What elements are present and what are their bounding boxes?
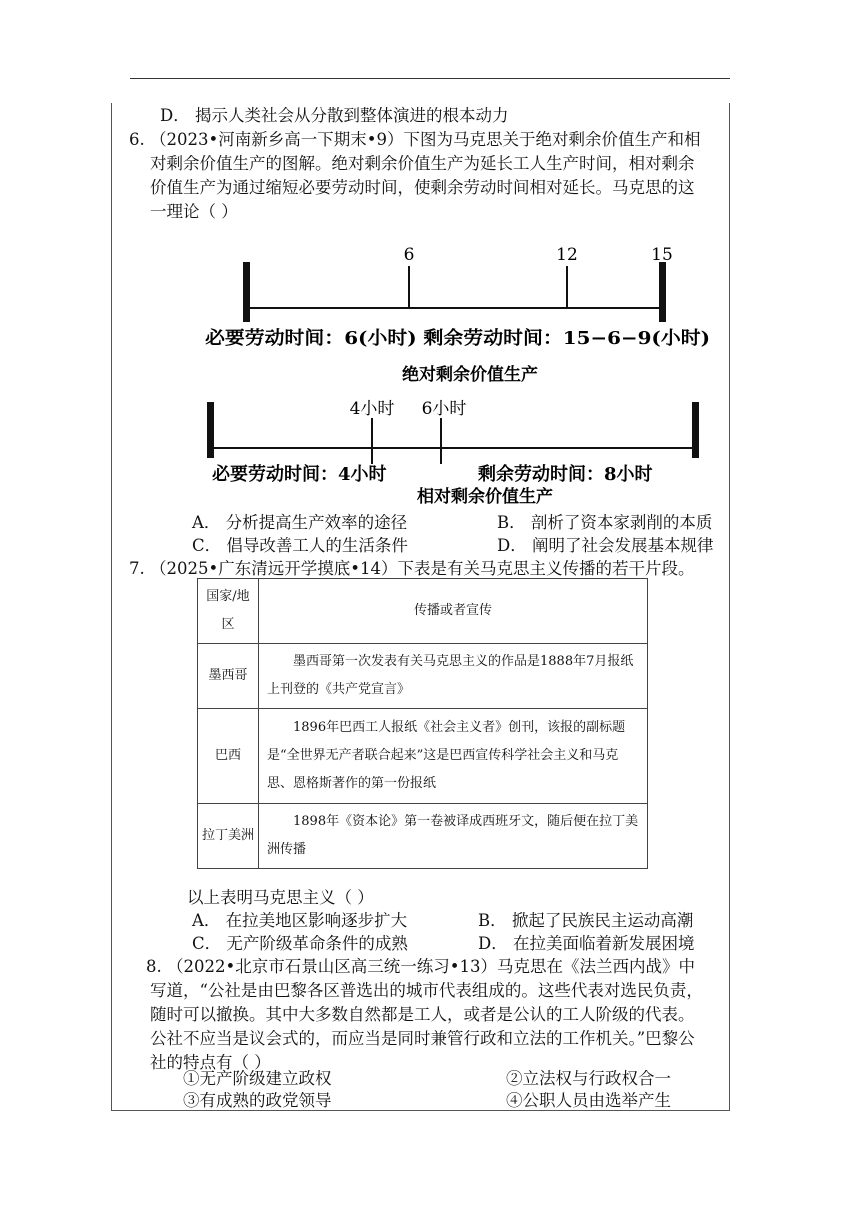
q7-stem: 7. （2025•广东清远开学摸底•14）下表是有关马克思主义传播的若干片段。: [129, 559, 695, 578]
q7-option-c: C． 无产阶级革命条件的成熟: [192, 934, 408, 953]
table-cell-spread: 1896年巴西工人报纸《社会主义者》创刊，该报的副标题是“全世界无产者联合起来”这是巴西宣传科学社会主义和马克思、恩格斯著作的第一份报纸: [259, 709, 648, 804]
absolute-title: 绝对剩余价值生产: [402, 365, 538, 385]
q7-option-d: D． 在拉美面临着新发展困境: [478, 934, 695, 953]
q7-followup: 以上表明马克思主义（ ）: [187, 888, 374, 907]
relative-start-bar: [207, 402, 214, 458]
q5-option-d: D． 揭示人类社会从分散到整体演进的根本动力: [160, 106, 509, 125]
absolute-timeline: [205, 245, 710, 385]
absolute-caption: 必要劳动时间：6(小时) 剩余劳动时间：15−6−9(小时): [205, 328, 663, 349]
relative-title: 相对剩余价值生产: [417, 487, 553, 507]
q6-stem-line-2: 对剩余价值生产的图解。绝对剩余价值生产为延长工人生产时间，相对剩余: [150, 154, 695, 173]
q8-stem-line-1: 8. （2022•北京市石景山区高三统一练习•13）马克思在《法兰西内战》中: [146, 957, 695, 976]
q6-stem-line-4: 一理论（ ）: [150, 202, 238, 221]
table-row: [198, 804, 648, 869]
relative-caption-right: 剩余劳动时间：8小时: [478, 464, 653, 485]
q6-stem-line-1: 6. （2023•河南新乡高一下期末•9）下图为马克思关于绝对剩余价值生产和相: [129, 130, 701, 149]
q8-stem-line-2: 写道，“公社是由巴黎各区普选出的城市代表组成的。这些代表对选民负责，: [150, 981, 703, 1000]
q8-item-2: ②立法权与行政权合一: [506, 1069, 671, 1088]
table-row: [198, 644, 648, 709]
q6-option-a: A． 分析提高生产效率的途径: [192, 513, 408, 532]
q8-stem-line-3: 随时可以撤换。其中大多数自然都是工人，或者是公认的工人阶级的代表。: [150, 1005, 695, 1024]
surplus-value-diagram: [200, 240, 720, 510]
absolute-start-bar: [243, 262, 250, 322]
q6-option-c: C． 倡导改善工人的生活条件: [192, 536, 408, 555]
table-row: [198, 709, 648, 804]
relative-tick-label-4: 4小时: [349, 399, 395, 419]
table-header-region: 国家/地区: [198, 579, 259, 644]
q8-item-4: ④公职人员由选举产生: [506, 1091, 671, 1110]
table-cell-spread: 墨西哥第一次发表有关马克思主义的作品是1888年7月报纸上刊登的《共产党宣言》: [259, 644, 648, 709]
absolute-tick-label-12: 12: [556, 245, 578, 265]
absolute-end-bar: [659, 262, 666, 322]
absolute-tick-label-6: 6: [403, 245, 415, 265]
q8-item-1: ①无产阶级建立政权: [183, 1069, 332, 1088]
table-cell-spread: 1898年《资本论》第一卷被译成西班牙文，随后便在拉丁美洲传播: [259, 804, 648, 869]
relative-caption-left: 必要劳动时间：4小时: [212, 464, 387, 485]
q6-option-b: B． 剖析了资本家剥削的本质: [497, 513, 713, 532]
q7-option-a: A． 在拉美地区影响逐步扩大: [192, 911, 408, 930]
q8-stem-line-5: 社的特点有（ ）: [150, 1053, 271, 1072]
relative-tick-label-6: 6小时: [421, 399, 467, 419]
table-cell-region: 拉丁美洲: [198, 804, 259, 869]
marxism-spread-table: [197, 578, 648, 869]
table-cell-region: 巴西: [198, 709, 259, 804]
q8-item-3: ③有成熟的政党领导: [183, 1091, 332, 1110]
table-header-row: [198, 579, 648, 644]
q7-option-b: B． 掀起了民族民主运动高潮: [478, 911, 694, 930]
relative-timeline: [207, 399, 699, 507]
relative-end-bar: [692, 402, 699, 458]
header-rule: [130, 78, 730, 79]
q6-stem-line-3: 价值生产为通过缩短必要劳动时间，使剩余劳动时间相对延长。马克思的这: [150, 178, 695, 197]
table-cell-region: 墨西哥: [198, 644, 259, 709]
absolute-tick-label-15: 15: [651, 245, 673, 265]
table-header-spread: 传播或者宣传: [259, 579, 648, 644]
q8-stem-line-4: 公社不应当是议会式的，而应当是同时兼管行政和立法的工作机关。”巴黎公: [150, 1029, 695, 1048]
q6-option-d: D． 阐明了社会发展基本规律: [497, 536, 714, 555]
